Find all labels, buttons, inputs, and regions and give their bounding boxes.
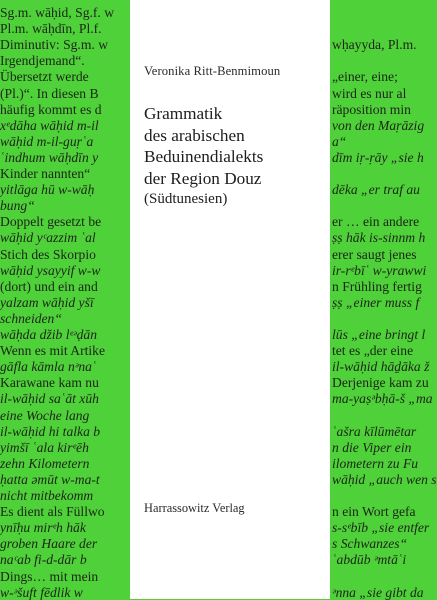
background-text-line: Dings… mit mein bbox=[0, 568, 99, 584]
background-text-line: a“ bbox=[332, 133, 347, 149]
background-text-line: von den Maṛāzig bbox=[332, 117, 425, 133]
background-text-line: bung“ bbox=[0, 198, 35, 214]
background-text-line: wāḥid ysayyif w-w bbox=[0, 262, 101, 278]
background-text-line: Karawane kam nu bbox=[0, 375, 99, 391]
background-text-line: ḥatta ǝmūt w-ma-t bbox=[0, 471, 100, 487]
title-line: Grammatik bbox=[144, 104, 223, 123]
background-text-line: ṣṣ hāk is-sinnm h bbox=[332, 230, 426, 246]
background-text-line: schneiden“ bbox=[0, 310, 62, 326]
background-text-line: (dort) und ein and bbox=[0, 278, 98, 294]
background-text-line: lūs „eine bringt l bbox=[332, 327, 426, 342]
background-text-line: nicht mitbekomm bbox=[0, 488, 94, 503]
book-title bbox=[144, 103, 328, 211]
title-line: der Region Douz bbox=[144, 168, 262, 188]
background-text-line: yitlāga hū w-wāḥ bbox=[0, 182, 95, 198]
background-text-line: zehn Kilometern bbox=[0, 455, 90, 471]
background-text-line: wāḥid yᶜazzim ʿal bbox=[0, 230, 96, 246]
background-text-line: n ein Wort gefa bbox=[332, 504, 416, 520]
background-text-line: Wenn es mit Artike bbox=[0, 343, 105, 359]
title-line: Beduinendialekts bbox=[144, 147, 264, 167]
background-text-line: wāḥid „auch wen s bbox=[332, 471, 437, 487]
author-name: Veronika Ritt-Benmimoun bbox=[144, 64, 281, 78]
background-text-line: wāḥid m-il-guṛʿa bbox=[0, 133, 94, 149]
background-text-line: n Frühling fertig bbox=[332, 278, 422, 294]
background-text-line: er … ein andere bbox=[332, 214, 420, 230]
background-text-line: Übersetzt werde bbox=[0, 69, 89, 85]
background-text-line: Derjenige kam zu bbox=[332, 375, 429, 391]
book-subtitle: (Südtunesien) bbox=[144, 191, 228, 208]
background-text-line: s Schwanzes“ bbox=[332, 536, 408, 552]
title-line: des arabischen bbox=[144, 125, 245, 145]
background-text-line: Doppelt gesetzt be bbox=[0, 214, 102, 230]
background-text-line: wḥayyda, Pl.m. bbox=[332, 37, 417, 53]
background-text-line: il-wāḥid hi talka b bbox=[0, 423, 101, 439]
background-text-line: ma-yaṣᵊbḥā-š „ma bbox=[332, 391, 433, 407]
background-text-line: räposition min bbox=[332, 101, 411, 117]
background-text-line: eine Woche lang bbox=[0, 407, 90, 423]
background-text-line: Pl.m. wāḥdīn, Pl.f. bbox=[0, 21, 102, 37]
background-text-line: ṣṣ „einer muss f bbox=[332, 294, 420, 310]
background-text-line: wāḥda džib lᵉᵊḍān bbox=[0, 327, 98, 342]
background-text-line: n die Viper ein bbox=[332, 439, 412, 455]
background-text-line: Diminutiv: Sg.m. w bbox=[0, 37, 109, 53]
background-text-line: ʿindhum wāḥdīn y bbox=[0, 149, 99, 165]
background-text-line: gāfla kāmla nᵊnaʿ bbox=[0, 359, 97, 375]
background-text-line: wird es nur al bbox=[332, 85, 407, 101]
background-text-line: Stich des Skorpio bbox=[0, 246, 96, 262]
background-text-line: il-wāḥid hāḏāka ž bbox=[332, 359, 430, 375]
background-text-line: xᵉdāha wāḥid m-il bbox=[0, 117, 99, 133]
background-text-line: s-sᵉbīb „sie entfer bbox=[332, 520, 430, 536]
cover-panel bbox=[130, 0, 330, 599]
background-text-line: il-wāḥid saʿāt xūh bbox=[0, 391, 99, 407]
background-text-line: dēka „er traf au bbox=[332, 182, 420, 198]
background-text-line: ʿabdūb ᵊmtāʿi bbox=[332, 552, 407, 568]
background-text-line: Kinder nannten“ bbox=[0, 166, 91, 181]
background-text-line: ᵊnna „sie gibt da bbox=[332, 584, 424, 600]
background-text-line: ilometern zu Fu bbox=[332, 455, 419, 471]
background-text-line: ʿašra kīlūmētar bbox=[332, 423, 417, 439]
background-text-line: tet es „der eine bbox=[332, 343, 414, 359]
background-text-line: (Pl.)“. In diesen B bbox=[0, 85, 99, 101]
background-text-line: „einer, eine; bbox=[332, 69, 398, 85]
background-text-line: groben Haare der bbox=[0, 536, 98, 552]
publisher-name: Harrassowitz Verlag bbox=[144, 501, 245, 515]
background-text-line: erer saugt jenes bbox=[332, 246, 417, 262]
background-text-line: yimšī ʿala kirᵉēh bbox=[0, 439, 89, 455]
background-text-line: ynīḥu mirᵉh hāk bbox=[0, 520, 86, 536]
background-text-line: Sg.m. wāḥid, Sg.f. w bbox=[0, 5, 115, 20]
background-text-line: Es dient als Füllwo bbox=[0, 504, 105, 520]
background-text-line: ir-rᵉbīʿ w-yrawwi bbox=[332, 262, 427, 278]
background-text-line: häufig kommt es d bbox=[0, 101, 102, 117]
background-text-line: yalzam wāḥid yšī bbox=[0, 294, 94, 310]
background-text-line: dīm iṛ-ṛāy „sie h bbox=[332, 149, 424, 165]
background-text-line: Irgendjemand“. bbox=[0, 53, 85, 69]
background-text-line: naᶜab fi-d-dār b bbox=[0, 552, 87, 568]
background-text-line: w-ᵊšuft fēdlik w bbox=[0, 584, 83, 600]
